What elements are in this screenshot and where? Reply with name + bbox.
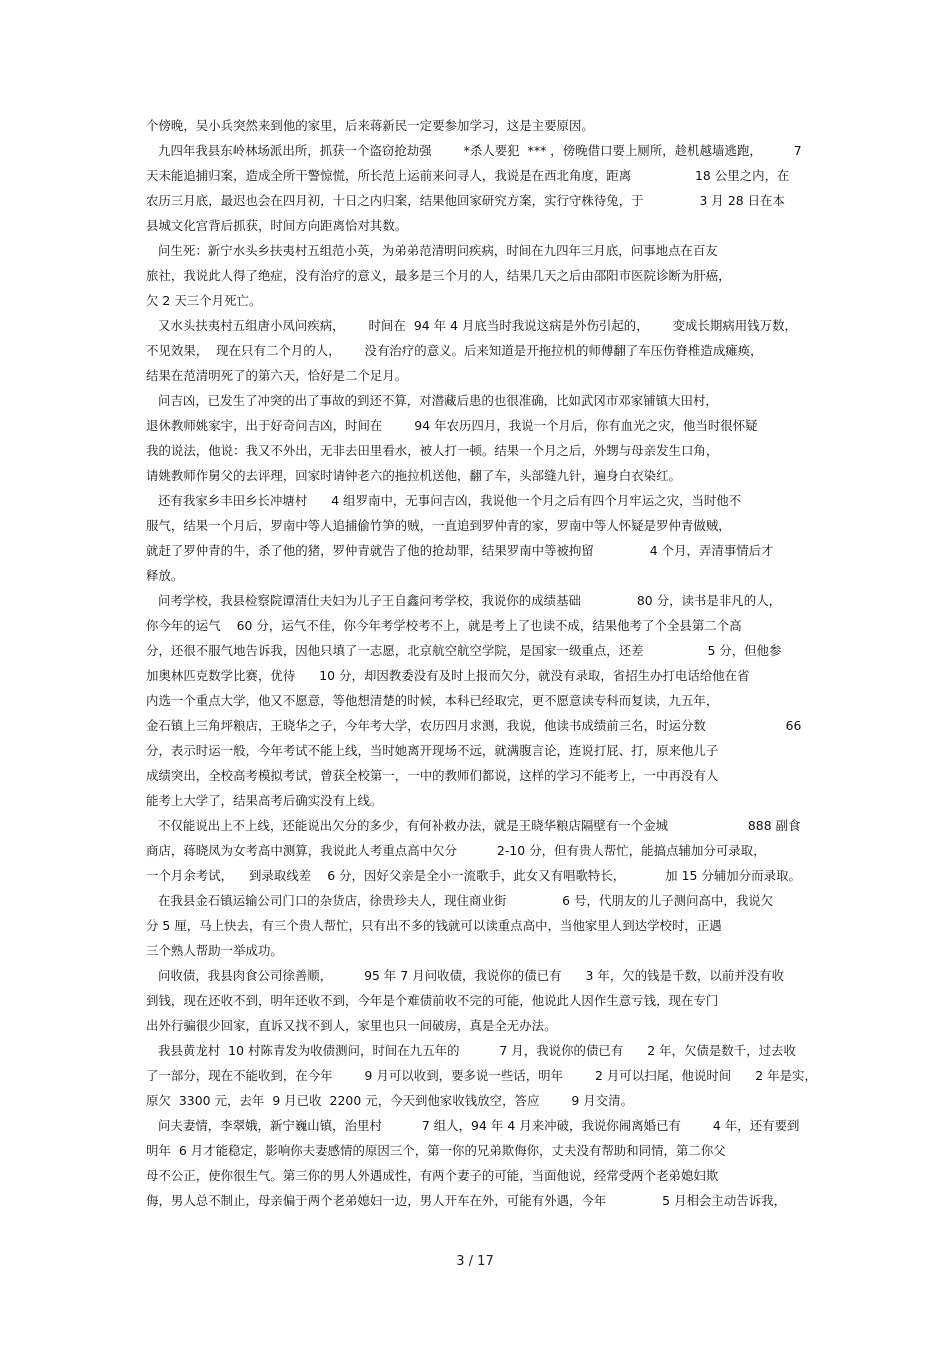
text-line: 侮，男人总不制止，母亲偏于两个老弟媳妇一边，男人开车在外，可能有外遇，今年 5 月相会主动告诉我， bbox=[146, 1193, 787, 1208]
text-line: 母不公正，使你很生气。第三你的男人外遇成性，有两个妻子的可能，当面他说，经常受两个老弟媳妇欺 bbox=[146, 1168, 719, 1183]
text-line: 我县黄龙村 10 村陈青发为收债测问，时间在九五年的 7 月，我说你的债已有 2 年，欠债是数千，过去收 bbox=[158, 1043, 796, 1058]
text-line: 了一部分，现在不能收到，在今年 9 月可以收到，要多说一些话，明年 2 月可以扫尾，他说时间 2 年是实， bbox=[146, 1068, 817, 1083]
text-line: 分，表示时运一般，今年考试不能上线，当时她离开现场不远，就满腹言论，连说打屁、打，原来他儿子 bbox=[146, 743, 719, 758]
text-line: 就赶了罗仲青的牛，杀了他的猪，罗仲青就告了他的抢劫罪，结果罗南中等被拘留 4 个月，弄清事情后才 bbox=[146, 543, 774, 558]
text-line: 明年 6 月才能稳定，影响你夫妻感情的原因三个，第一你的兄弟欺侮你，丈夫没有帮助和同情，第二你父 bbox=[146, 1143, 726, 1158]
text-line: 农历三月底，最迟也会在四月初，十日之内归案，结果他回家研究方案，实行守株待兔，于 3 月 28 日在本 bbox=[146, 193, 785, 208]
text-line: 结果在范清明死了的第六天，恰好是二个足月。 bbox=[146, 368, 408, 383]
text-line: 欠 2 天三个月死亡。 bbox=[146, 293, 262, 308]
text-line: 成绩突出，全校高考模拟考试，曾获全校第一，一中的教师们都说，这样的学习不能考上，一中再没有人 bbox=[146, 768, 719, 783]
text-line: 服气，结果一个月后，罗南中等人追捕偷竹笋的贼，一直追到罗仲青的家，罗南中等人怀疑是罗仲青做贼， bbox=[146, 518, 731, 533]
text-line: 分 5 厘，马上快去，有三个贵人帮忙，只有出不多的钱就可以读重点高中，当他家里人到达学校时，正遇 bbox=[146, 918, 722, 933]
text-line: 还有我家乡丰田乡长冲塘村 4 组罗南中，无事问吉凶，我说他一个月之后有四个月牢运之灾，当时他不 bbox=[158, 493, 742, 508]
text-line: 退休教师姚家宇，出于好奇问吉凶，时间在 94 年农历四月，我说一个月后，你有血光之灾，他当时很怀疑 bbox=[146, 418, 758, 433]
text-line: 能考上大学了，结果高考后确实没有上线。 bbox=[146, 793, 383, 808]
text-line: 出外行骗很少回家，直诉又找不到人，家里也只一间破房，真是全无办法。 bbox=[146, 1018, 557, 1033]
text-line: 一个月余考试， 到录取线差 6 分，因好父亲是全小一流歌手，此女又有唱歌特长， 加 15 分辅加分而录取。 bbox=[146, 868, 801, 883]
text-line: 到钱，现在还收不到，明年还收不到，今年是个难债前收不完的可能，他说此人因作生意亏钱，现在专门 bbox=[146, 993, 719, 1008]
text-line: 请姚教师作舅父的去评理，回家时请钟老六的拖拉机送他，翻了车，头部缝九针，遍身白衣染红。 bbox=[146, 468, 681, 483]
text-line: 我的说法，他说：我又不外出，无非去田里看水，被人打一顿。结果一个月之后，外甥与母亲发生口角， bbox=[146, 443, 719, 458]
text-line: 原欠 3300 元，去年 9 月已收 2200 元，今天到他家收钱放空，答应 9 月交清。 bbox=[146, 1093, 634, 1108]
text-line: 九四年我县东岭林场派出所，抓获一个盗窃抢劫强 *杀人要犯 *** ，傍晚借口要上厕所，趁机越墙逃跑， 7 bbox=[158, 143, 802, 158]
text-line: 不仅能说出上不上线，还能说出欠分的多少，有何补救办法，就是王晓华粮店隔壁有一个金城 888 副食 bbox=[158, 818, 801, 833]
text-line: 加奥林匹克数学比赛，优待 10 分，却因教委没有及时上报而欠分，就没有录取，省招生办打电话给他在省 bbox=[146, 668, 750, 683]
text-line: 你今年的运气 60 分，运气不佳，你今年考学校考不上，就是考上了也读不成，结果他考了个全县第二个高 bbox=[146, 618, 742, 633]
page-number: 3 / 17 bbox=[456, 1254, 494, 1269]
text-line: 分，还很不服气地告诉我，因他只填了一志愿，北京航空航空学院，是国家一级重点，还差 5 分，但他参 bbox=[146, 643, 782, 658]
text-line: 商店，蒋晓凤为女考高中测算，我说此人考重点高中欠分 2-10 分，但有贵人帮忙，能搞点辅加分可录取， bbox=[146, 843, 766, 858]
text-line: 问生死：新宁水头乡扶夷村五组范小英，为弟弟范清明问疾病，时间在九四年三月底，问事地点在百友 bbox=[158, 243, 718, 258]
text-line: 个傍晚，吴小兵突然来到他的家里，后来蒋新民一定要参加学习，这是主要原因。 bbox=[146, 118, 594, 133]
text-line: 问吉凶，已发生了冲突的出了事故的到还不算，对潜藏后患的也很准确，比如武冈市邓家铺镇大田村， bbox=[158, 393, 718, 408]
text-line: 释放。 bbox=[146, 568, 184, 583]
text-line: 问考学校，我县检察院谭清仕夫妇为儿子王自鑫问考学校，我说你的成绩基础 80 分，读书是非凡的人， bbox=[158, 593, 782, 608]
text-line: 三个熟人帮助一举成功。 bbox=[146, 943, 283, 958]
text-line: 问收债，我县肉食公司徐善顺， 95 年 7 月问收债，我说你的债已有 3 年，欠的钱是千数，以前并没有收 bbox=[158, 968, 785, 983]
text-line: 县城文化宫背后抓获，时间方向距离恰对其数。 bbox=[146, 218, 408, 233]
text-line: 问夫妻情，李翠娥，新宁巍山镇，治里村 7 组人，94 年 4 月来冲破，我说你闹离婚已有 4 年，还有要到 bbox=[158, 1118, 800, 1133]
text-line: 不见效果， 现在只有二个月的人， 没有治疗的意义。后来知道是开拖拉机的师傅翻了车压伤脊椎造成瘫痪， bbox=[146, 343, 763, 358]
text-line: 金石镇上三角坪粮店，王晓华之子，今年考大学，农历四月求测，我说，他读书成绩前三名，时运分数 66 bbox=[146, 718, 802, 733]
text-line: 天未能追捕归案，造成全所干警惊慌，所长范上运前来问寻人，我说是在西北角度，距离 18 公里之内，在 bbox=[146, 168, 790, 183]
text-line: 旅社，我说此人得了绝症，没有治疗的意义，最多是三个月的人，结果几天之后由邵阳市医院诊断为肝癌， bbox=[146, 268, 731, 283]
text-line: 内选一个重点大学，他又不愿意，等他想清楚的时候，本科已经取完，更不愿意读专科而复读，九五年， bbox=[146, 693, 719, 708]
text-line: 又水头扶夷村五组唐小凤问疾病， 时间在 94 年 4 月底当时我说这病是外伤引起的， 变成长期病用钱万数， bbox=[158, 318, 797, 333]
text-line: 在我县金石镇运输公司门口的杂货店，徐贵珍夫人，现住商业街 6 号，代朋友的儿子测问高中，我说欠 bbox=[158, 893, 774, 908]
